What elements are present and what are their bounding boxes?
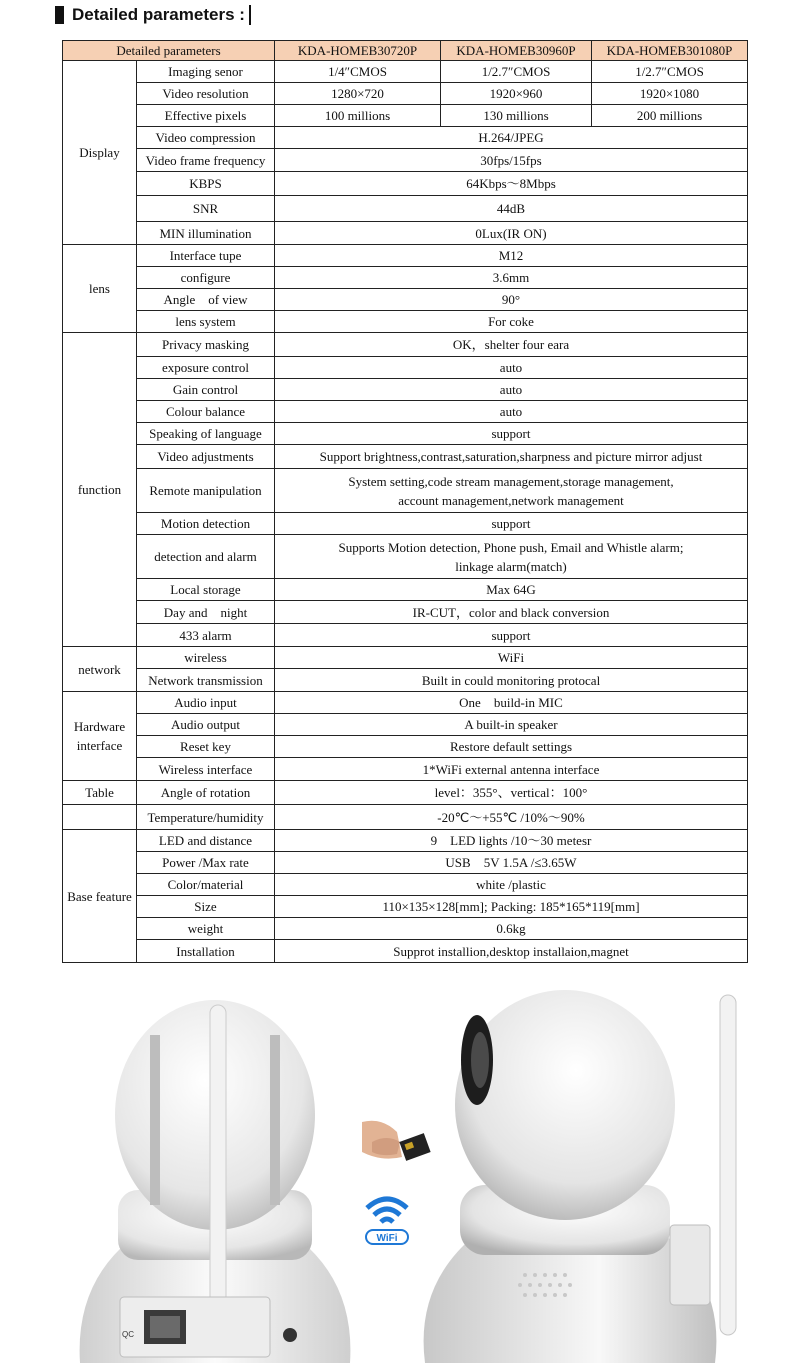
wifi-icon [362,1190,412,1246]
param-value [275,357,748,379]
param-value-line: -20℃～+55℃ /10%～90% [437,809,585,825]
table-row [63,624,748,647]
param-value [275,830,748,852]
param-value-line: support [491,516,531,531]
param-value-line: support [491,627,531,643]
table-row [63,513,748,535]
param-value-line: System setting,code stream management,storage management, [348,473,674,489]
table-row [63,758,748,781]
param-value-line: support [491,426,531,441]
group-cell: lens [63,245,137,333]
param-value [275,127,748,149]
table-row [63,357,748,379]
param-value: 200 millions [592,105,748,127]
param-label: Reset key [137,736,275,758]
table-row [63,830,748,852]
param-value [275,647,748,669]
param-label: Temperature/humidity [137,805,275,830]
param-value [275,669,748,692]
param-value: 1/4″CMOS [275,61,441,83]
param-value [275,267,748,289]
param-label: MIN illumination [137,222,275,245]
param-value [275,781,748,805]
camera-back-icon [70,985,360,1363]
table-row [63,918,748,940]
param-label: Color/material [137,874,275,896]
param-value: 130 millions [441,105,592,127]
param-label: Video frame frequency [137,149,275,172]
table-row [63,196,748,222]
param-value-line: Built in could monitoring protocal [421,672,601,688]
param-value [275,579,748,601]
param-value-line: Restore default settings [449,739,573,754]
param-value-line: OK，shelter four eara [452,337,570,352]
param-value-line: USB 5V 1.5A /≤3.65W [445,855,577,870]
param-value [275,245,748,267]
param-label: detection and alarm [137,535,275,579]
param-value-line: Supprot installion,desktop installaion,magnet [393,943,629,959]
param-value [275,624,748,647]
table-row [63,940,748,963]
param-value [275,896,748,918]
param-value-line: 64Kbps～8Mbps [466,176,556,191]
param-value [275,222,748,245]
param-value-line: 0Lux(IR ON) [475,225,547,241]
table-row [63,535,748,579]
param-value [275,513,748,535]
param-label: configure [137,267,275,289]
table-row [63,714,748,736]
param-label: lens system [137,311,275,333]
table-row [63,781,748,805]
param-value [275,445,748,469]
table-row [63,172,748,196]
param-value [275,289,748,311]
param-value-line: 110×135×128[mm]; Packing: 185*165*119[mm] [382,899,640,914]
table-row [63,245,748,267]
param-value-line: 0.6kg [496,921,526,936]
param-value [275,535,748,579]
param-value-line: auto [499,360,523,375]
table-row [63,267,748,289]
param-value [275,736,748,758]
param-value-line: M12 [498,248,524,263]
param-label: Imaging senor [137,61,275,83]
param-label: Video resolution [137,83,275,105]
group-cell: network [63,647,137,692]
param-label: Local storage [137,579,275,601]
table-row [63,805,748,830]
param-label: Privacy masking [137,333,275,357]
table-row [63,401,748,423]
param-value: 100 millions [275,105,441,127]
param-label: Effective pixels [137,105,275,127]
param-value [275,940,748,963]
table-header-row [63,41,748,61]
param-value-line: 3.6mm [492,270,530,285]
param-label: Audio output [137,714,275,736]
spec-table [62,40,748,963]
table-row [63,896,748,918]
param-value [275,601,748,624]
param-value: 1/2.7″CMOS [592,61,748,83]
param-value-line: 90° [501,292,521,307]
param-value-line: For coke [488,314,534,329]
camera-side-icon [415,985,745,1363]
param-value [275,692,748,714]
table-row [63,692,748,714]
group-cell: Hardware interface [63,692,137,781]
param-label: Speaking of language [137,423,275,445]
param-label: KBPS [137,172,275,196]
param-label: Remote manipulation [137,469,275,513]
param-value-line: 30fps/15fps [480,152,542,168]
param-value [275,852,748,874]
param-value-line: Support brightness,contrast,saturation,sharpness and picture mirror adjust [319,449,703,464]
param-value-line: WiFi [497,650,525,665]
group-cell [63,805,137,830]
wifi-logo-label: WiFi [376,1233,398,1244]
param-label: SNR [137,196,275,222]
param-value: 1280×720 [275,83,441,105]
table-row [63,469,748,513]
group-cell: function [63,333,137,647]
table-row [63,83,748,105]
param-label: Size [137,896,275,918]
param-value [275,469,748,513]
table-row [63,289,748,311]
table-row [63,423,748,445]
table-row [63,127,748,149]
param-value-line: auto [499,382,523,397]
table-row [63,874,748,896]
param-label: Audio input [137,692,275,714]
param-value-line: linkage alarm(match) [455,558,567,574]
param-label: Gain control [137,379,275,401]
param-label: wireless [137,647,275,669]
group-cell: Table [63,781,137,805]
param-value [275,401,748,423]
param-value-line: auto [499,404,523,419]
heading-text: Detailed parameters : [72,5,245,24]
svg-text:QC: QC [122,1330,134,1339]
param-label: Angle of rotation [137,781,275,805]
param-label: weight [137,918,275,940]
param-label: Interface tupe [137,245,275,267]
param-value [275,333,748,357]
param-value-line: One build-in MIC [459,695,563,710]
group-cell: Base feature [63,830,137,963]
table-row [63,579,748,601]
param-label: Motion detection [137,513,275,535]
table-row [63,445,748,469]
table-row [63,61,748,83]
header-cell-model: KDA-HOMEB30720P [275,41,441,61]
table-row [63,736,748,758]
param-label: Wireless interface [137,758,275,781]
text-cursor [249,5,251,25]
header-cell-model: KDA-HOMEB30960P [441,41,592,61]
param-value [275,758,748,781]
param-value-line: Max 64G [486,582,536,597]
table-row [63,379,748,401]
param-value-line: level：355°、vertical：100° [434,785,588,800]
param-value [275,196,748,222]
param-value-line: white /plastic [476,877,546,892]
table-row [63,105,748,127]
param-label: Video compression [137,127,275,149]
param-value [275,379,748,401]
param-value [275,874,748,896]
param-label: Network transmission [137,669,275,692]
param-value-line: 1*WiFi external antenna interface [422,761,600,777]
param-label: Colour balance [137,401,275,423]
param-label: LED and distance [137,830,275,852]
param-label: exposure control [137,357,275,379]
param-label: Video adjustments [137,445,275,469]
param-label: 433 alarm [137,624,275,647]
table-row [63,601,748,624]
group-cell: Display [63,61,137,245]
param-value [275,918,748,940]
param-label: Angle of view [137,289,275,311]
table-row [63,647,748,669]
param-value [275,423,748,445]
param-value: 1920×960 [441,83,592,105]
param-value-line: 9 LED lights /10～30 metesr [430,833,592,848]
param-value-line: Supports Motion detection, Phone push, Email and Whistle alarm; [338,539,684,555]
table-row [63,311,748,333]
table-row [63,852,748,874]
table-row [63,222,748,245]
param-label: Day and night [137,601,275,624]
param-value [275,311,748,333]
param-value: 1/2.7″CMOS [441,61,592,83]
header-cell-parameters: Detailed parameters [63,41,275,61]
param-value: 1920×1080 [592,83,748,105]
param-value [275,149,748,172]
table-row [63,333,748,357]
param-value-line: A built-in speaker [464,717,558,732]
param-value-line: H.264/JPEG [478,130,544,145]
param-value [275,805,748,830]
table-row [63,669,748,692]
param-label: Installation [137,940,275,963]
param-value [275,172,748,196]
param-value-line: account management,network management [398,492,624,508]
table-row [63,149,748,172]
param-value-line: 44dB [496,201,526,216]
header-cell-model: KDA-HOMEB301080P [592,41,748,61]
param-label: Power /Max rate [137,852,275,874]
section-heading [55,4,251,26]
param-value-line: IR-CUT，color and black conversion [412,604,610,620]
param-value [275,714,748,736]
heading-bar [55,6,64,24]
